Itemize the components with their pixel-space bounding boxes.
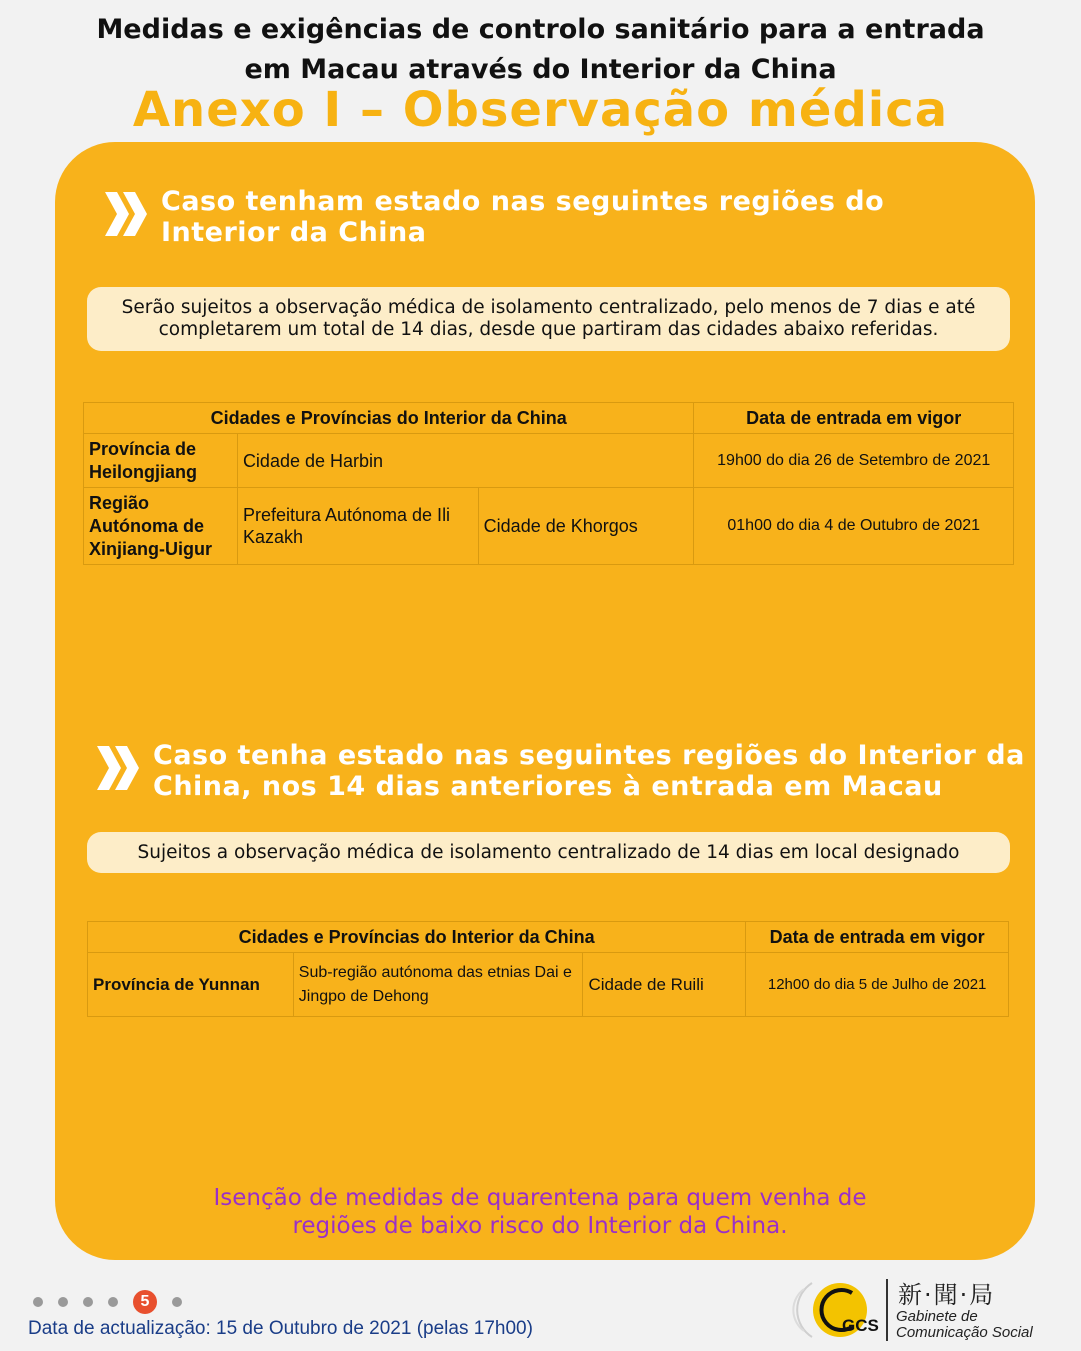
date-cell: 19h00 do dia 26 de Setembro de 2021 [694,434,1014,488]
double-chevron-icon [103,190,151,238]
area-cell: Sub-região autónoma das etnias Dai e Jingpo de Dehong [293,953,583,1017]
section1-note [87,287,1010,351]
current-page-dot[interactable]: 5 [133,1290,157,1314]
gcs-logo [790,1275,1070,1345]
annex-title: Anexo I – Observação médica [132,82,949,138]
province-cell: Província de Heilongjiang [84,434,238,488]
table-header-date: Data de entrada em vigor [694,403,1014,434]
logo-pt-line2: Comunicação Social [896,1324,1033,1341]
gcs-logo-mark [790,1275,886,1345]
page-dot[interactable] [83,1297,93,1307]
page-dot[interactable] [172,1297,182,1307]
area-cell: Cidade de Harbin [237,434,693,488]
area-cell: Prefeitura Autónoma de Ili Kazakh [237,488,478,565]
province-cell: Região Autónoma de Xinjiang-Uigur [84,488,238,565]
table-header-date: Data de entrada em vigor [746,922,1009,953]
page-indicator [33,1290,197,1314]
table-header-regions: Cidades e Províncias do Interior da China [84,403,694,434]
double-chevron-icon [95,744,143,792]
table-header-regions: Cidades e Províncias do Interior da China [88,922,746,953]
section1-heading [103,186,884,248]
page-dot[interactable] [33,1297,43,1307]
section2-heading [95,740,1025,802]
section1-note-line2: completarem um total de 14 dias, desde que partiram das cidades abaixo referidas. [158,319,939,340]
province-cell: Província de Yunnan [88,953,294,1017]
date-cell: 01h00 do dia 4 de Outubro de 2021 [694,488,1014,565]
logo-divider [886,1279,888,1341]
section2-note: Sujeitos a observação médica de isolamento centralizado de 14 dias em local designado [87,832,1010,873]
logo-chinese: 新·聞·局 [898,1281,996,1309]
section2-heading-line1: Caso tenha estado nas seguintes regiões do Interior da [153,740,1025,771]
exemption-line1: Isenção de medidas de quarentena para quem venha de [213,1185,867,1211]
page-title [0,10,1081,90]
city-cell: Cidade de Ruili [583,953,746,1017]
section1-note-line1: Serão sujeitos a observação médica de isolamento centralizado, pelo menos de 7 dias e até [121,297,976,318]
exemption-note [140,1184,940,1240]
update-date: Data de actualização: 15 de Outubro de 2021 (pelas 17h00) [28,1318,533,1339]
date-cell: 12h00 do dia 5 de Julho de 2021 [746,953,1009,1017]
section1-heading-line2: Interior da China [161,217,427,248]
city-cell: Cidade de Khorgos [478,488,694,565]
title-line-2: em Macau através do Interior da China [244,54,837,85]
section2-heading-line2: China, nos 14 dias anteriores à entrada em Macau [153,771,943,802]
table-row [84,434,1014,488]
page-dot[interactable] [58,1297,68,1307]
table-row [88,953,1009,1017]
table-row [84,488,1014,565]
section1-table [83,402,1014,565]
exemption-line2: regiões de baixo risco do Interior da China. [292,1213,788,1239]
title-line-1: Medidas e exigências de controlo sanitário para a entrada [96,14,985,45]
logo-portuguese [896,1309,1033,1341]
page-dot[interactable] [108,1297,118,1307]
section1-heading-line1: Caso tenham estado nas seguintes regiões do [161,186,885,217]
logo-pt-line1: Gabinete de [896,1308,978,1325]
logo-mark-text: GCS [842,1316,879,1335]
section2-table [87,921,1009,1017]
